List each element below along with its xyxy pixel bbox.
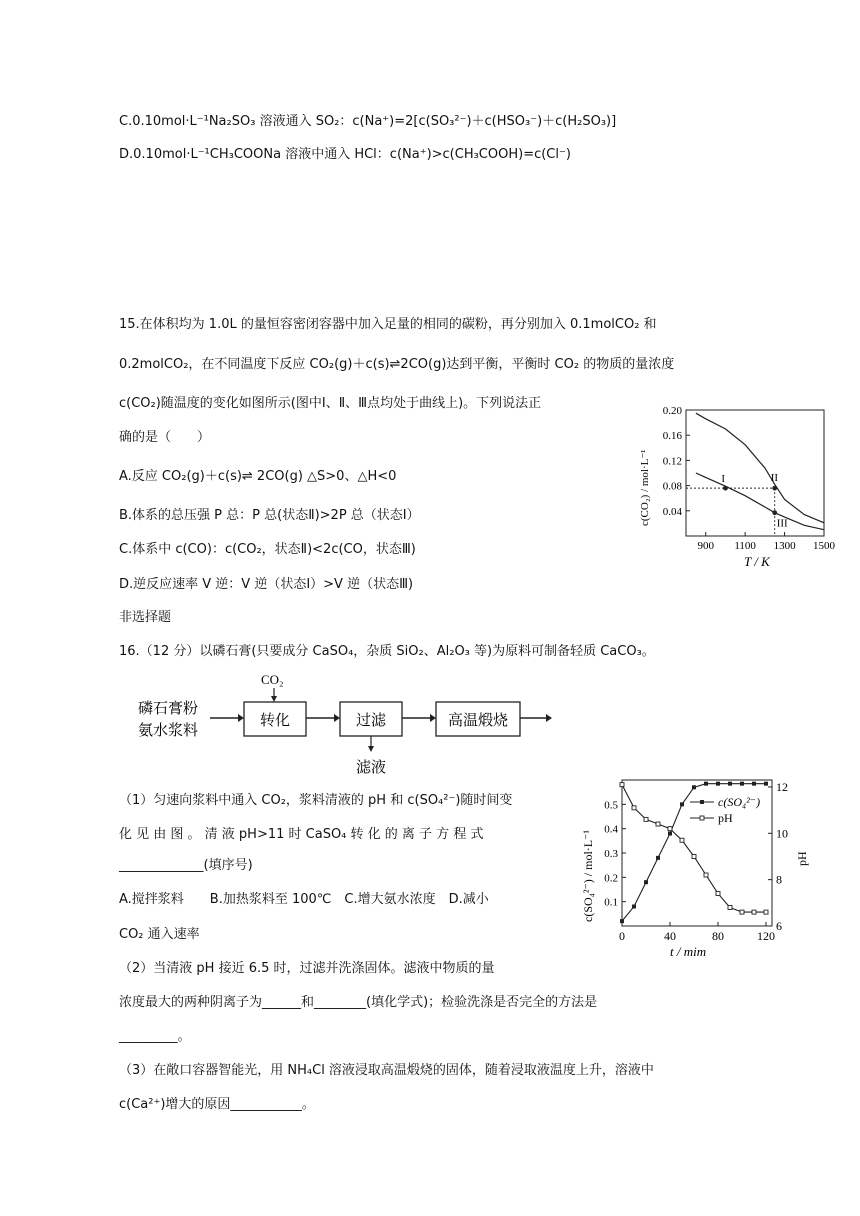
chart2-ph-marker: [716, 892, 720, 896]
option-d-line: D.0.10mol·L⁻¹CH₃COONa 溶液中通入 HCl：c(Na⁺)>c(CH₃COOH)=c(Cl⁻): [119, 147, 571, 162]
chart2-legend-ph-marker: [700, 816, 704, 820]
q16-2-line-a: （2）当清液 pH 接近 6.5 时，过滤并洗涤固体。滤液中物质的量: [119, 961, 495, 976]
chart1-xtick-label: 1100: [734, 540, 756, 552]
flow-co2-label: CO₂: [261, 672, 284, 687]
flow-step-3: 高温煅烧: [448, 713, 509, 729]
chart1-ylabel: c(CO₂) / mol·L⁻¹: [639, 449, 651, 526]
chart2-sulfate-marker: [632, 905, 636, 909]
chart2-ytick-left-label: 0.3: [604, 848, 618, 860]
flow-arrowhead-2: [334, 714, 340, 722]
q16-1-line-a: （1）匀速向浆料中通入 CO₂，浆料清液的 pH 和 c(SO₄²⁻)随时间变: [119, 793, 513, 808]
flow-arrowhead-1: [238, 714, 244, 722]
chart1-curve-1: [696, 413, 824, 523]
chart1-xtick-label: 900: [697, 540, 714, 552]
sulfate-ph-time-chart: [578, 772, 818, 962]
chart2-sulfate-marker: [656, 856, 660, 860]
flow-step-2: 过滤: [356, 713, 387, 729]
chart2-xlabel: t / mim: [670, 944, 707, 959]
q15-line-3: c(CO₂)随温度的变化如图所示(图中Ⅰ、Ⅱ、Ⅲ点均处于曲线上)。下列说法正: [119, 396, 542, 411]
chart2-sulfate-marker: [752, 782, 756, 786]
chart1-ytick-label: 0.12: [662, 455, 682, 468]
q16-3-line-a: （3）在敞口容器智能光，用 NH₄Cl 溶液浸取高温煅烧的固体，随着浸取液温度上升，溶液中: [119, 1063, 654, 1078]
chart1-point-label: I: [721, 473, 726, 486]
chart2-ph-marker: [692, 854, 696, 858]
chart2-ph-marker: [656, 822, 660, 826]
flow-co2-arrowhead: [271, 696, 277, 702]
chart2-ytick-left-label: 0.5: [604, 799, 618, 812]
flow-arrowhead-3: [430, 714, 436, 722]
chart2-legend-ph-label: pH: [718, 811, 733, 825]
q15-option-a: A.反应 CO₂(g)＋c(s)⇌ 2CO(g) △S>0、△H<0: [119, 469, 397, 484]
chart1-ytick-label: 0.20: [662, 405, 682, 417]
chart2-ytick-left-label: 0.2: [604, 872, 618, 885]
chart2-ytick-left-label: 0.4: [604, 823, 618, 836]
chart1-ytick-label: 0.08: [662, 480, 682, 493]
q15-option-b: B.体系的总压强 P 总：P 总(状态Ⅱ)>2P 总（状态Ⅰ）: [119, 508, 420, 523]
q15-line-2: 0.2molCO₂，在不同温度下反应 CO₂(g)＋c(s)⇌2CO(g)达到平衡，平衡时 CO₂ 的物质的量浓度: [119, 357, 675, 372]
chart2-sulfate-marker: [668, 832, 672, 836]
chart2-xtick-label: 40: [664, 929, 676, 943]
q16-1-line-e: CO₂ 通入速率: [119, 927, 200, 942]
chart2-sulfate-marker: [692, 785, 696, 789]
chart1-xtick-label: 1300: [773, 540, 796, 552]
chart2-ytick-right-label: 6: [776, 919, 782, 933]
chart2-ph-marker: [632, 806, 636, 810]
chart2-ph-marker: [728, 905, 732, 909]
chart2-xtick-label: 0: [619, 929, 625, 943]
q15-option-c: C.体系中 c(CO)：c(CO₂，状态Ⅱ)<2c(CO，状态Ⅲ): [119, 542, 416, 557]
chart1-xlabel: T / K: [744, 554, 770, 569]
chart2-ph-marker: [620, 783, 624, 787]
flow-filtrate: 滤液: [356, 760, 387, 776]
chart2-sulfate-marker: [740, 782, 744, 786]
chart2-legend-sulfate-label: c(SO₄²⁻): [718, 795, 761, 809]
chart2-ytick-right-label: 10: [776, 826, 788, 841]
chart1-frame: [686, 410, 824, 536]
chart2-ph-marker: [668, 827, 672, 831]
chart1-ytick-label: 0.04: [662, 505, 682, 518]
chart2-sulfate-marker: [716, 782, 720, 786]
flow-input-2: 氨水浆料: [138, 723, 199, 739]
chart2-sulfate-marker: [728, 782, 732, 786]
q15-line-4: 确的是（ ）: [119, 430, 211, 445]
chart2-ytick-right-label: 8: [776, 872, 782, 887]
chart2-ph-marker: [764, 910, 768, 914]
chart1-point-label: III: [776, 517, 788, 530]
flow-step-1: 转化: [260, 713, 291, 729]
chart1-point-3: [772, 510, 777, 515]
q16-1-line-b: 化 见 由 图 。 清 液 pH>11 时 CaSO₄ 转 化 的 离 子 方 程 式: [119, 827, 484, 842]
chart2-sulfate-marker: [680, 802, 684, 806]
chart2-ylabel-left: c(SO₄²⁻) / mol·L⁻¹: [581, 829, 595, 922]
option-c-line: C.0.10mol·L⁻¹Na₂SO₃ 溶液通入 SO₂：c(Na⁺)=2[c(SO₃²⁻)＋c(HSO₃⁻)＋c(H₂SO₃)]: [119, 114, 617, 129]
chart2-ytick-right-label: 12: [776, 779, 788, 794]
q16-2-line-b: 浓度最大的两种阴离子为______和________(填化学式)；检验洗涤是否完全的方法是: [119, 995, 598, 1010]
chart2-sulfate-marker: [644, 880, 648, 884]
flow-arrowhead-4: [546, 714, 552, 722]
chart2-sulfate-marker: [620, 919, 624, 923]
q15-line-1: 15.在体积均为 1.0L 的量恒容密闭容器中加入足量的相同的碳粉，再分别加入 0.1molCO₂ 和: [119, 317, 657, 332]
chart1-point-1: [723, 486, 728, 491]
section-heading: 非选择题: [119, 610, 172, 625]
chart2-legend-sulfate-marker: [700, 800, 704, 804]
chart1-ytick-label: 0.16: [662, 430, 682, 443]
chart2-ph-marker: [704, 873, 708, 877]
chart2-ph-marker: [740, 910, 744, 914]
co2-temperature-chart: [636, 396, 836, 571]
chart2-ph-marker: [644, 817, 648, 821]
q16-line-1: 16.（12 分）以磷石膏(只要成分 CaSO₄，杂质 SiO₂、Al₂O₃ 等)为原料可制备轻质 CaCO₃。: [119, 644, 655, 659]
chart2-ph-marker: [680, 838, 684, 842]
q15-option-d: D.逆反应速率 V 逆：V 逆（状态Ⅰ）>V 逆（状态Ⅲ): [119, 577, 414, 592]
chart2-ytick-left-label: 0.1: [604, 896, 618, 909]
chart1-curve-2: [696, 473, 824, 530]
flow-input-1: 磷石膏粉: [138, 701, 199, 717]
chart2-sulfate-marker: [704, 782, 708, 786]
q16-1-line-c: _____________(填序号): [119, 858, 253, 873]
q16-3-line-b: c(Ca²⁺)增大的原因___________。: [119, 1097, 315, 1112]
flow-filtrate-arrowhead: [368, 746, 374, 752]
q16-1-line-d: A.搅拌浆料 B.加热浆料至 100℃ C.增大氨水浓度 D.减小: [119, 892, 489, 907]
chart2-ph-marker: [752, 910, 756, 914]
chart2-ylabel-right: pH: [795, 851, 809, 866]
q16-2-line-c: _________。: [119, 1029, 191, 1044]
chart1-point-label: II: [770, 472, 779, 485]
chart2-xtick-label: 120: [757, 929, 775, 943]
process-flowchart: [138, 668, 568, 778]
chart1-point-2: [772, 486, 777, 491]
chart2-sulfate-marker: [764, 782, 768, 786]
chart1-xtick-label: 1500: [813, 540, 835, 552]
chart2-xtick-label: 80: [712, 929, 724, 943]
